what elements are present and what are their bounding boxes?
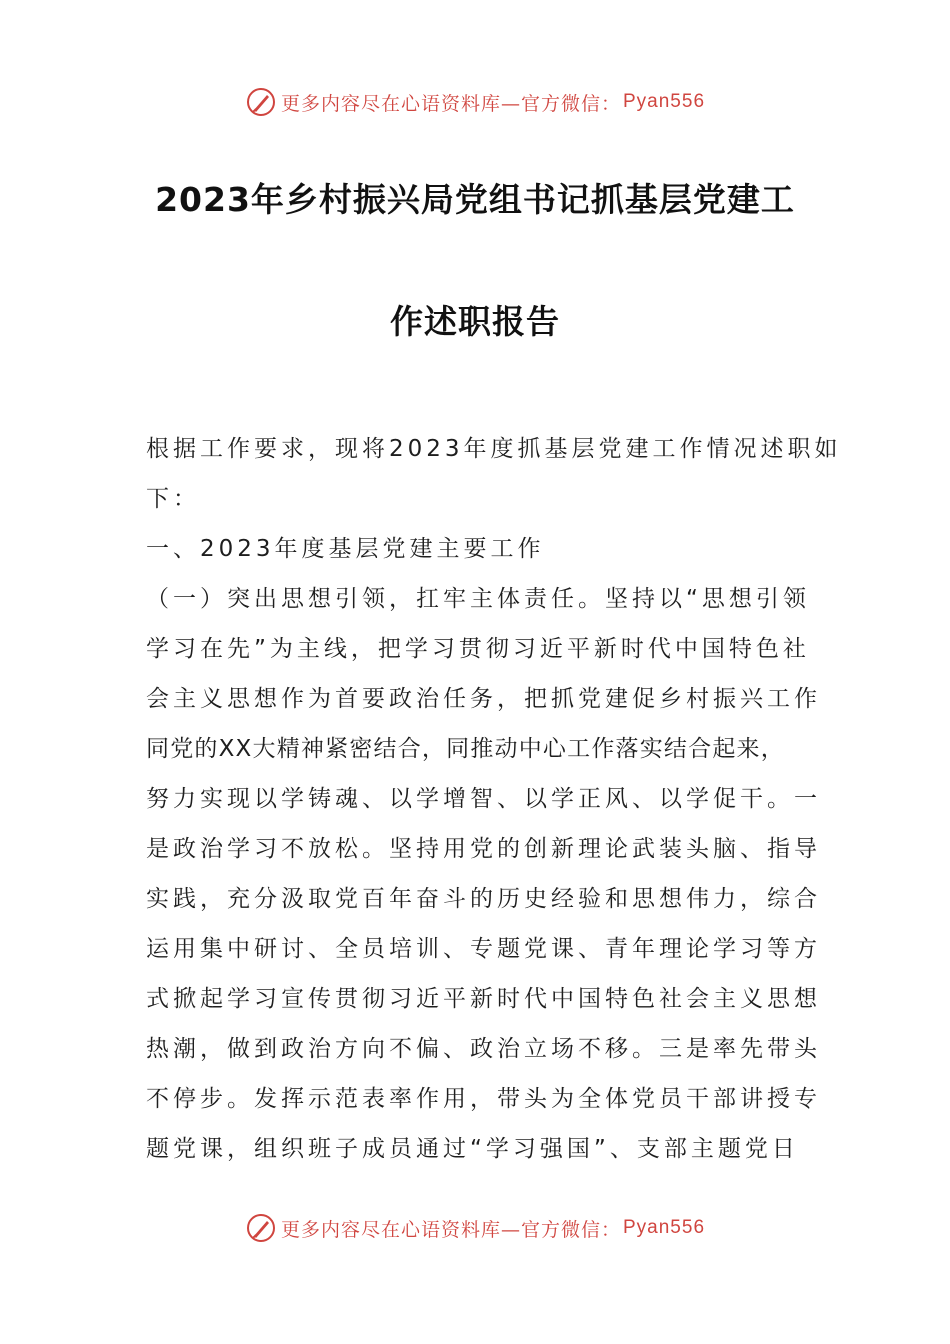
body-line: 下： (146, 486, 200, 512)
watermark-wechat-id: Pyan556 (623, 1217, 706, 1238)
document-title-line-2: 作述职报告 (390, 302, 560, 341)
body-line: 运用集中研讨、全员培训、专题党课、青年理论学习等方 (146, 936, 821, 962)
body-line: 同党的XX大精神紧密结合，同推动中心工作落实结合起来， (146, 736, 785, 762)
body-line: 努力实现以学铸魂、以学增智、以学正风、以学促干。一 (146, 786, 821, 812)
body-line: 实践，充分汲取党百年奋斗的历史经验和思想伟力，综合 (146, 886, 821, 912)
watermark-wechat-id: Pyan556 (623, 91, 706, 112)
header-watermark (0, 82, 950, 122)
body-line: 热潮，做到政治方向不偏、政治立场不移。三是率先带头 (146, 1036, 821, 1062)
body-line: 题党课，组织班子成员通过“学习强国”、支部主题党日 (146, 1136, 799, 1162)
body-line: （一）突出思想引领，扛牢主体责任。坚持以“思想引领 (146, 586, 810, 612)
document-body (146, 424, 842, 1174)
section-heading: 一、2023年度基层党建主要工作 (146, 536, 545, 562)
quill-logo-icon (245, 86, 277, 118)
body-line: 是政治学习不放松。坚持用党的创新理论武装头脑、指导 (146, 836, 821, 862)
watermark-text: 更多内容尽在心语资料库—官方微信： (280, 92, 621, 115)
body-line: 学习在先”为主线，把学习贯彻习近平新时代中国特色社 (146, 636, 810, 662)
watermark-text: 更多内容尽在心语资料库—官方微信： (280, 1218, 621, 1241)
document-title-line-1: 2023年乡村振兴局党组书记抓基层党建工 (155, 180, 795, 219)
body-line: 根据工作要求，现将2023年度抓基层党建工作情况述职如 (146, 436, 842, 462)
quill-logo-icon (245, 1212, 277, 1244)
body-line: 会主义思想作为首要政治任务，把抓党建促乡村振兴工作 (146, 686, 821, 712)
footer-watermark (0, 1208, 950, 1248)
body-line: 不停步。发挥示范表率作用，带头为全体党员干部讲授专 (146, 1086, 821, 1112)
body-line: 式掀起学习宣传贯彻习近平新时代中国特色社会主义思想 (146, 986, 821, 1012)
